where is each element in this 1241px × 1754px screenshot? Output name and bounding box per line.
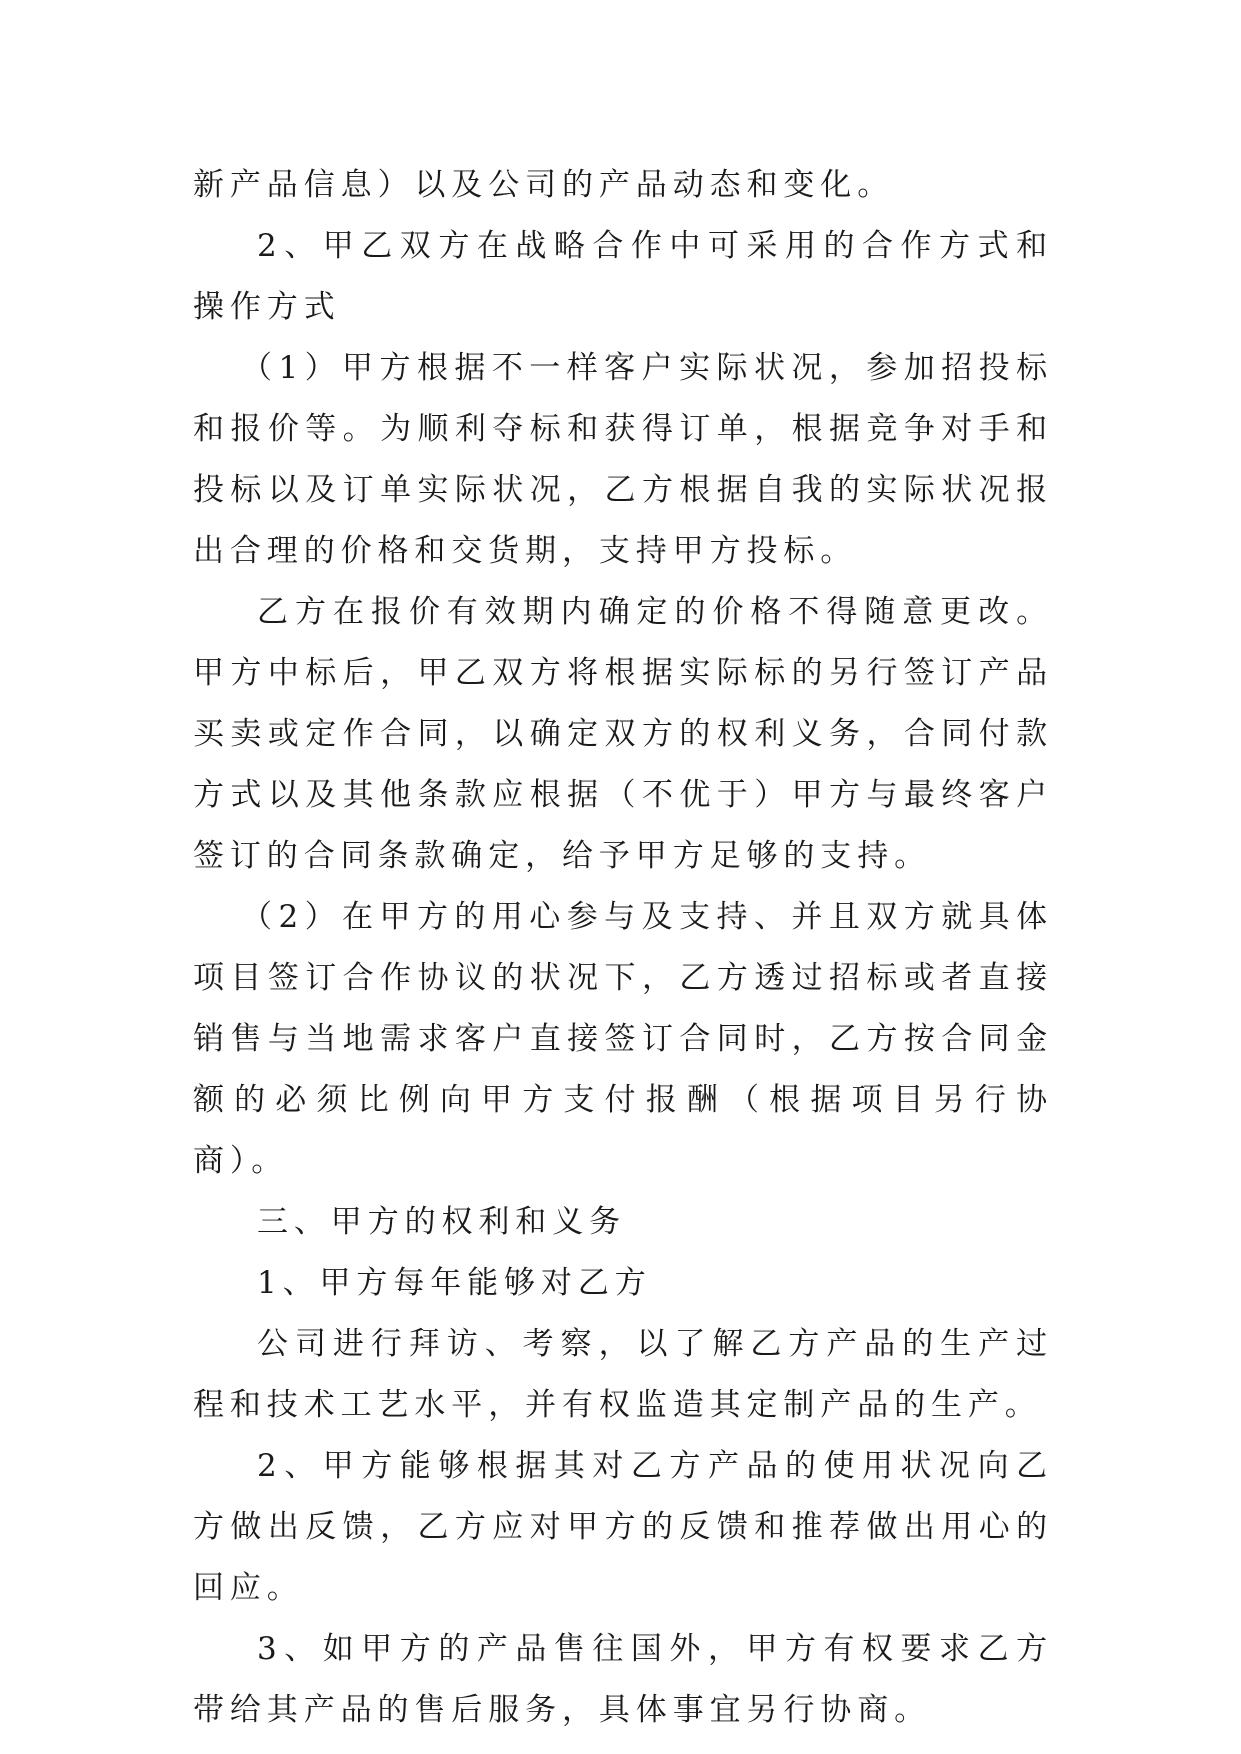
paragraph-direct-sales-remuneration: （2）在甲方的用心参与及支持、并且双方就具体项目签订合作协议的状况下，乙方透过招标或者直接销售与当地需求客户直接签订合同时，乙方按合同金额的必须比例向甲方支付报酬（根据项目另行协商）。 xyxy=(193,899,1053,1179)
paragraph-annual-visit: 1、甲方每年能够对乙方 xyxy=(257,1265,652,1301)
paragraph-cooperation-methods-heading: 2、甲乙双方在战略合作中可采用的合作方式和操作方式 xyxy=(193,228,1053,325)
paragraph-bidding-support: （1）甲方根据不一样客户实际状况，参加招投标和报价等。为顺利夺标和获得订单，根据竞争对手和投标以及订单实际状况，乙方根据自我的实际状况报出合理的价格和交货期，支持甲方投标。 xyxy=(193,350,1053,569)
paragraph-feedback: 2、甲方能够根据其对乙方产品的使用状况向乙方做出反馈，乙方应对甲方的反馈和推荐做出用心的回应。 xyxy=(193,1448,1053,1606)
paragraph-after-sales-service: 3、如甲方的产品售往国外，甲方有权要求乙方带给其产品的售后服务，具体事宜另行协商。 xyxy=(193,1631,1053,1728)
document-body xyxy=(193,155,1053,1741)
paragraph-continued-product-info: 新产品信息）以及公司的产品动态和变化。 xyxy=(193,167,895,203)
paragraph-inspection-supervision: 公司进行拜访、考察，以了解乙方产品的生产过程和技术工艺水平，并有权监造其定制产品的生产。 xyxy=(193,1326,1053,1423)
paragraph-price-validity: 乙方在报价有效期内确定的价格不得随意更改。甲方中标后，甲乙双方将根据实际标的另行签订产品买卖或定作合同，以确定双方的权利义务，合同付款方式以及其他条款应根据（不优于）甲方与最终客户签订的合同条款确定，给予甲方足够的支持。 xyxy=(193,594,1053,874)
section-heading-party-a-rights: 三、甲方的权利和义务 xyxy=(257,1204,626,1240)
